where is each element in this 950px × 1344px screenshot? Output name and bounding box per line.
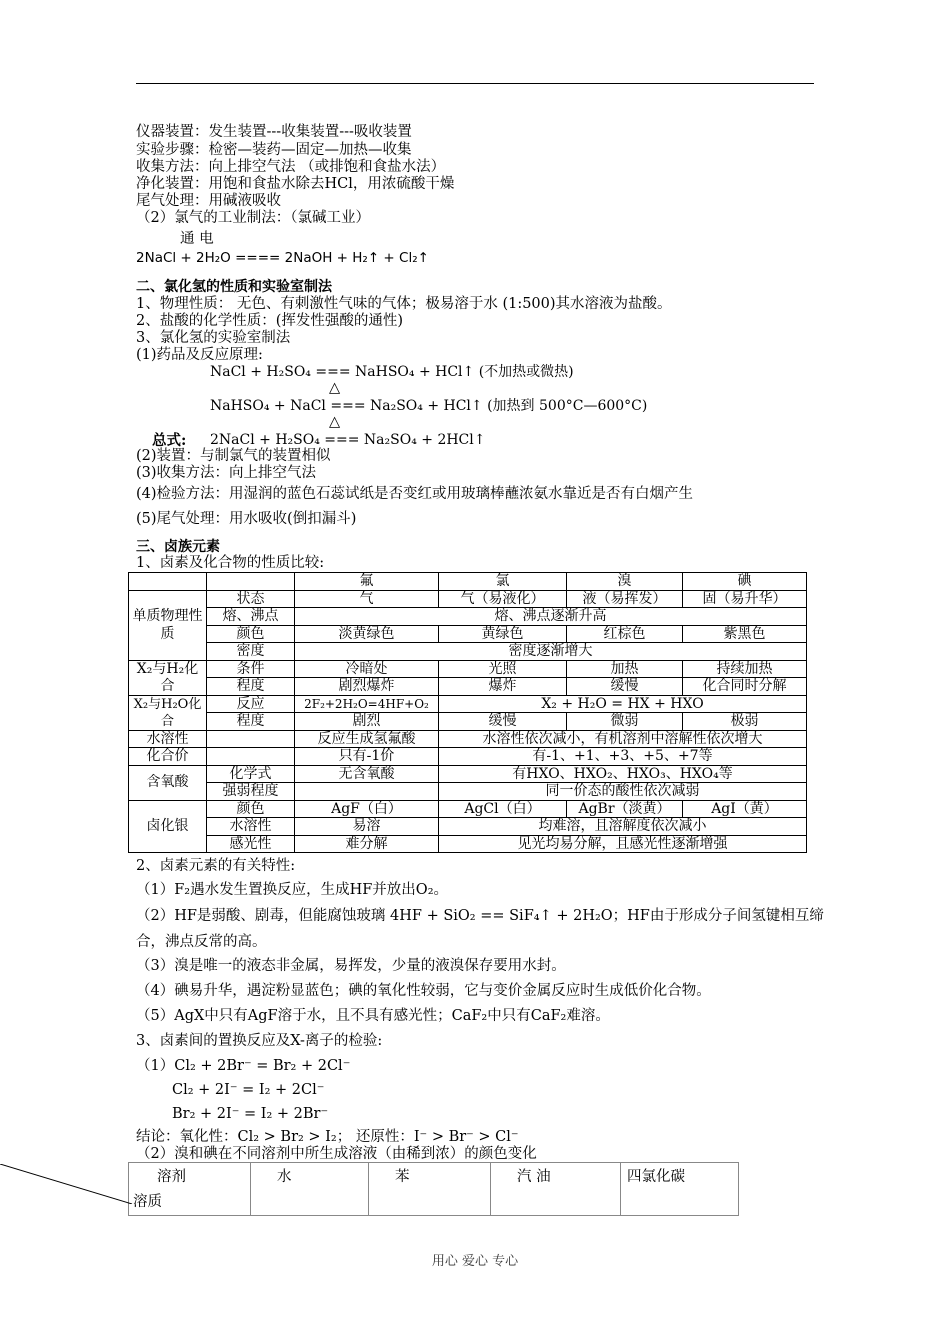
table-cell: 有-1、+1、+3、+5、+7等 xyxy=(439,748,807,766)
table-cell: 密度 xyxy=(207,643,295,661)
text-line: 净化装置：用饱和食盐水除去HCl，用浓硫酸干燥 xyxy=(136,176,455,192)
table-cell: 条件 xyxy=(207,660,295,678)
table-cell: 无含氧酸 xyxy=(295,765,439,783)
halogen-comparison-table xyxy=(128,572,807,853)
section-heading: 二、氯化氢的性质和实验室制法 xyxy=(136,279,332,295)
table-cell: 剧烈 xyxy=(295,713,439,731)
table-cell: 2F₂+2H₂O=4HF+O₂ xyxy=(295,695,439,713)
text-line: (4)检验方法：用湿润的蓝色石蕊试纸是否变红或用玻璃棒蘸浓氨水靠近是否有白烟产生 xyxy=(136,486,694,502)
table-cell: 极弱 xyxy=(683,713,807,731)
table-cell: 红棕色 xyxy=(567,625,683,643)
table-cell: 爆炸 xyxy=(439,678,567,696)
table-cell: 见光均易分解，且感光性逐渐增强 xyxy=(439,835,807,853)
table-cell: 缓慢 xyxy=(567,678,683,696)
table-cell: 四氯化碳 xyxy=(621,1163,739,1216)
table-group-cell: X₂与H₂化合 xyxy=(129,660,207,695)
equation: Cl₂ + 2I⁻ = I₂ + 2Cl⁻ xyxy=(172,1082,325,1098)
text-line: 1、卤素及化合物的性质比较: xyxy=(136,555,325,571)
equation: （1）Cl₂ + 2Br⁻ = Br₂ + 2Cl⁻ xyxy=(136,1058,351,1074)
table-cell: 苯 xyxy=(369,1163,491,1216)
solute-label: 溶质 xyxy=(133,1194,162,1210)
text-line: （1）F₂遇水发生置换反应，生成HF并放出O₂。 xyxy=(136,882,449,898)
text-line: (1)药品及反应原理: xyxy=(136,347,263,363)
table-cell: X₂ + H₂O = HX + HXO xyxy=(439,695,807,713)
table-cell: 化合同时分解 xyxy=(683,678,807,696)
table-header-cell xyxy=(129,1163,251,1216)
table-cell: 氟 xyxy=(295,573,439,591)
table-cell: 密度逐渐增大 xyxy=(295,643,807,661)
table-cell: 熔、沸点逐渐升高 xyxy=(295,608,807,626)
text-line: 尾气处理：用碱液吸收 xyxy=(136,193,281,209)
header-rule xyxy=(136,83,814,84)
equation: NaHSO₄ + NaCl === Na₂SO₄ + HCl↑ (加热到 500°C—600°C) xyxy=(210,398,648,414)
table-cell: 淡黄绿色 xyxy=(295,625,439,643)
text-line: (3)收集方法：向上排空气法 xyxy=(136,465,317,481)
table-group-cell: 水溶性 xyxy=(129,730,207,748)
equation: NaCl + H₂SO₄ === NaHSO₄ + HCl↑ (不加热或微热) xyxy=(210,364,574,380)
table-cell: 光照 xyxy=(439,660,567,678)
diagonal-line xyxy=(0,1164,140,1204)
table-row xyxy=(129,625,807,643)
table-row xyxy=(129,608,807,626)
table-cell: 持续加热 xyxy=(683,660,807,678)
table-row xyxy=(129,643,807,661)
table-row xyxy=(129,835,807,853)
table-row xyxy=(129,818,807,836)
text-line: 2、卤素元素的有关特性: xyxy=(136,858,296,874)
table-cell: 黄绿色 xyxy=(439,625,567,643)
solvent-color-table xyxy=(128,1162,739,1216)
section-heading: 三、卤族元素 xyxy=(136,539,220,555)
solvent-label: 溶剂 xyxy=(157,1169,186,1185)
text-line: 结论：氧化性：Cl₂ > Br₂ > I₂； 还原性：I⁻ > Br⁻ > Cl⁻ xyxy=(136,1129,519,1145)
table-group-cell: 含氧酸 xyxy=(129,765,207,800)
table-cell: 感光性 xyxy=(207,835,295,853)
table-group-cell: 卤化银 xyxy=(129,800,207,853)
table-cell: 剧烈爆炸 xyxy=(295,678,439,696)
text-line: （2）HF是弱酸、剧毒，但能腐蚀玻璃 4HF + SiO₂ == SiF₄↑ + 2H₂O；HF由于形成分子间氢键相互缔 xyxy=(136,908,824,924)
table-cell: 液（易挥发） xyxy=(567,590,683,608)
table-cell: 水溶性依次减小，有机溶剂中溶解性依次增大 xyxy=(439,730,807,748)
table-cell: 气（易液化） xyxy=(439,590,567,608)
table-cell: 溴 xyxy=(567,573,683,591)
table-cell: AgI（黄） xyxy=(683,800,807,818)
table-cell: 反应生成氢氟酸 xyxy=(295,730,439,748)
table-cell: 化学式 xyxy=(207,765,295,783)
table-cell: 颜色 xyxy=(207,625,295,643)
table-cell: 强弱程度 xyxy=(207,783,295,801)
table-row xyxy=(129,730,807,748)
table-cell: 汽 油 xyxy=(491,1163,621,1216)
table-cell: 碘 xyxy=(683,573,807,591)
table-cell: 固（易升华） xyxy=(683,590,807,608)
text-line: 3、卤素间的置换反应及X-离子的检验: xyxy=(136,1033,383,1049)
table-cell: 加热 xyxy=(567,660,683,678)
text-line: (2)装置：与制氯气的装置相似 xyxy=(136,448,331,464)
table-cell: AgCl（白） xyxy=(439,800,567,818)
text-line: （5）AgX中只有AgF溶于水，且不具有感光性；CaF₂中只有CaF₂难溶。 xyxy=(136,1008,610,1024)
text-line: 2、盐酸的化学性质：(挥发性强酸的通性) xyxy=(136,313,404,329)
text-line: 收集方法：向上排空气法 （或排饱和食盐水法） xyxy=(136,159,446,175)
table-cell: 难分解 xyxy=(295,835,439,853)
text-line: （2）溴和碘在不同溶剂中所生成溶液（由稀到浓）的颜色变化 xyxy=(136,1146,537,1162)
text-line: 合，沸点反常的高。 xyxy=(136,934,267,950)
text-line: 通 电 xyxy=(180,231,214,247)
table-cell: AgF（白） xyxy=(295,800,439,818)
table-cell: 只有-1价 xyxy=(295,748,439,766)
table-cell: 反应 xyxy=(207,695,295,713)
table-cell: 易溶 xyxy=(295,818,439,836)
table-group-cell: 化合价 xyxy=(129,748,207,766)
table-cell: 颜色 xyxy=(207,800,295,818)
heat-symbol: △ xyxy=(329,414,341,430)
table-cell: 有HXO、HXO₂、HXO₃、HXO₄等 xyxy=(439,765,807,783)
text-line: 实验步骤：检密—装药—固定—加热—收集 xyxy=(136,142,412,158)
equation: Br₂ + 2I⁻ = I₂ + 2Br⁻ xyxy=(172,1106,329,1122)
table-cell: 熔、沸点 xyxy=(207,608,295,626)
table-cell: 程度 xyxy=(207,678,295,696)
table-cell: 缓慢 xyxy=(439,713,567,731)
table-cell: 紫黑色 xyxy=(683,625,807,643)
text-line: 3、氯化氢的实验室制法 xyxy=(136,330,291,346)
table-row xyxy=(129,590,807,608)
table-row xyxy=(129,783,807,801)
text-line: 仪器装置：发生装置---收集装置---吸收装置 xyxy=(136,124,412,140)
table-cell: 微弱 xyxy=(567,713,683,731)
equation: 2NaCl + 2H₂O ==== 2NaOH + H₂↑ + Cl₂↑ xyxy=(136,250,429,266)
table-row xyxy=(129,748,807,766)
table-row xyxy=(129,800,807,818)
text-line: （4）碘易升华，遇淀粉显蓝色；碘的氧化性较弱，它与变价金属反应时生成低价化合物。 xyxy=(136,983,711,999)
table-cell: 水溶性 xyxy=(207,818,295,836)
text-line: （3）溴是唯一的液态非金属，易挥发，少量的液溴保存要用水封。 xyxy=(136,958,566,974)
table-row xyxy=(129,695,807,713)
table-row xyxy=(129,573,807,591)
table-cell: 程度 xyxy=(207,713,295,731)
table-cell: 状态 xyxy=(207,590,295,608)
table-row xyxy=(129,1163,739,1216)
table-cell: AgBr（淡黄） xyxy=(567,800,683,818)
table-row xyxy=(129,660,807,678)
table-row xyxy=(129,765,807,783)
text-line: 1、物理性质： 无色、有刺激性气味的气体；极易溶于水 (1:500)其水溶液为盐酸。 xyxy=(136,296,672,312)
table-cell: 水 xyxy=(251,1163,369,1216)
table-row xyxy=(129,678,807,696)
table-cell: 同一价态的酸性依次减弱 xyxy=(439,783,807,801)
text-line: （2）氯气的工业制法：（氯碱工业） xyxy=(136,210,370,226)
table-group-cell: X₂与H₂O化合 xyxy=(129,695,207,730)
heat-symbol: △ xyxy=(329,380,341,396)
label: 总式: xyxy=(152,432,187,449)
equation: 2NaCl + H₂SO₄ === Na₂SO₄ + 2HCl↑ xyxy=(210,432,486,448)
text-line: (5)尾气处理：用水吸收(倒扣漏斗) xyxy=(136,511,357,527)
table-row xyxy=(129,713,807,731)
table-cell: 氯 xyxy=(439,573,567,591)
table-cell: 均难溶，且溶解度依次减小 xyxy=(439,818,807,836)
table-cell: 冷暗处 xyxy=(295,660,439,678)
table-cell: 气 xyxy=(295,590,439,608)
table-group-cell: 单质物理性质 xyxy=(129,590,207,660)
page-footer: 用心 爱心 专心 xyxy=(431,1254,519,1269)
